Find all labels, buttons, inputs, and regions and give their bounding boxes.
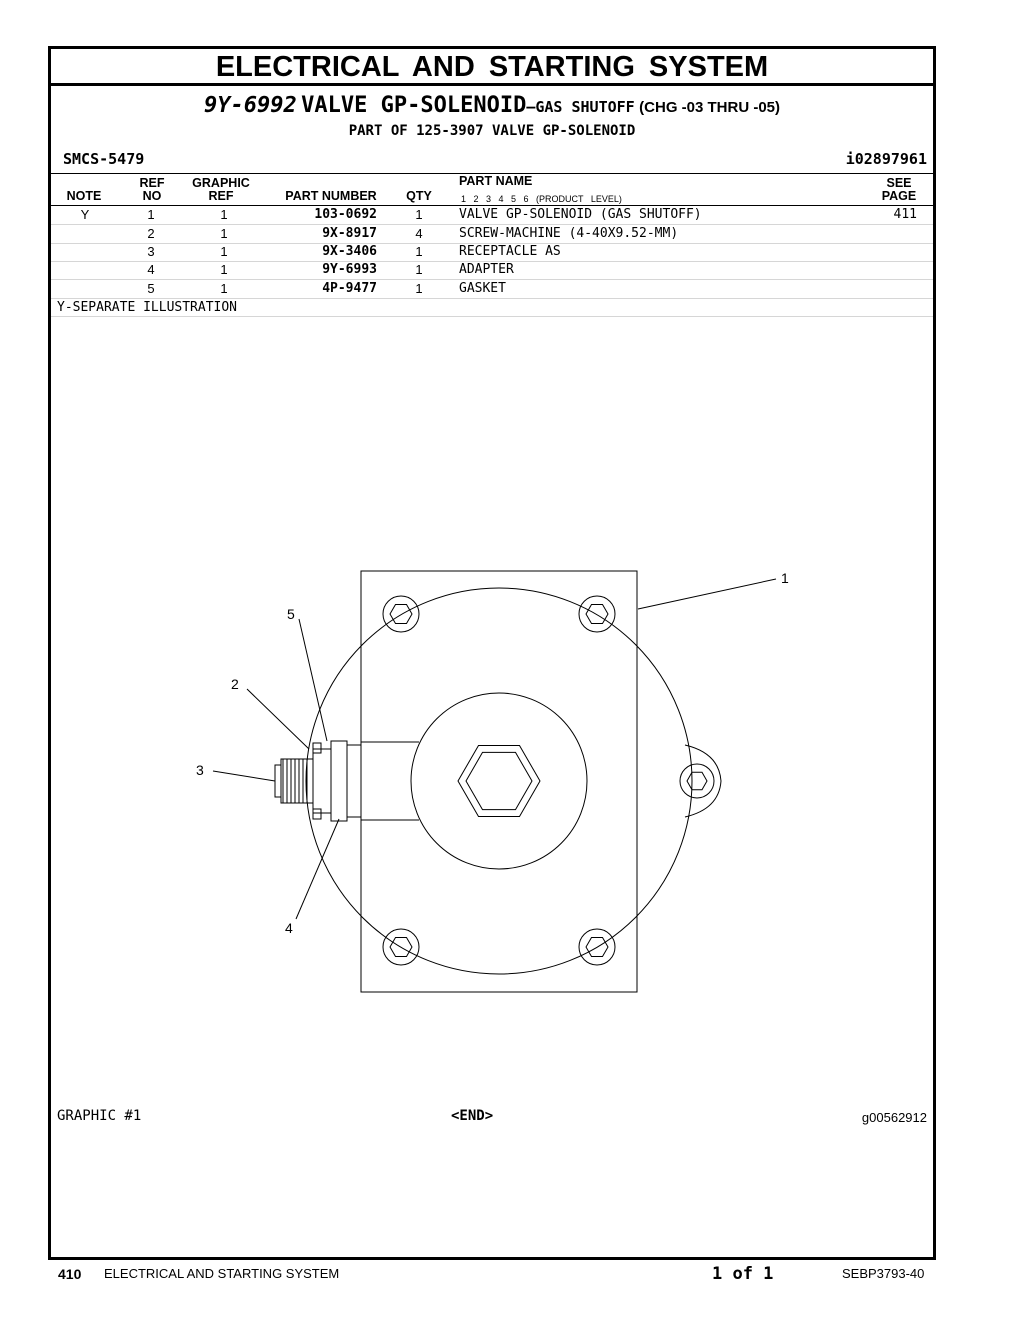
leader-line-5 [299,619,327,741]
callout-4: 4 [285,920,293,936]
center-nut [458,746,540,817]
leader-line-3 [213,771,275,781]
document-id: i02897961 [845,150,927,168]
screw-head [313,809,321,819]
valve-illustration [51,49,933,1257]
page-frame [48,46,936,1260]
row-graphic: 1 [220,281,228,296]
receptacle-pins [275,765,281,797]
screw-head [313,743,321,753]
row-qty: 1 [415,262,423,277]
corner-bolt-hex [390,605,412,624]
row-qty: 1 [415,244,423,259]
leader-line-1 [638,579,776,609]
row-part-name: SCREW-MACHINE (4-40X9.52-MM) [459,226,679,241]
col-header-part-name: PART NAME [459,174,533,188]
row-graphic: 1 [220,244,228,259]
adapter-flange [347,745,361,817]
adapter-housing [361,742,419,820]
side-bolt-boss [680,764,714,798]
corner-bolt-hex [586,605,608,624]
callout-1: 1 [781,570,789,586]
row-qty: 1 [415,281,423,296]
corner-bolt-boss [579,596,615,632]
row-ref: 1 [147,207,155,222]
col-header-note: NOTE [66,189,102,203]
corner-bolt-boss [383,596,419,632]
footer-doc-number: SEBP3793-40 [842,1266,925,1281]
graphic-id: g00562912 [861,1110,927,1125]
footer-page-of: 1 of 1 [712,1264,774,1284]
row-ref: 4 [147,262,155,277]
row-qty: 4 [415,226,423,241]
table-footnote: Y-SEPARATE ILLUSTRATION [57,300,238,315]
footer-page-number: 410 [58,1266,82,1282]
col-header-qty: QTY [406,189,432,203]
leader-line-4 [296,819,339,919]
group-part-number: 9Y-6992 [203,93,297,118]
footer-section: ELECTRICAL AND STARTING SYSTEM [104,1266,340,1281]
row-part-number: 9X-8917 [322,226,377,241]
group-part-name: VALVE GP-SOLENOID [301,93,527,118]
leader-line-2 [247,689,309,749]
product-level-scale: 1 2 3 4 5 6 (PRODUCT LEVEL) [461,194,622,204]
solenoid-coil [411,693,587,869]
valve-body-outline [306,588,692,974]
callout-2: 2 [231,676,239,692]
callout-5: 5 [287,606,295,622]
page-title: ELECTRICAL AND STARTING SYSTEM [51,49,933,86]
row-part-number: 4P-9477 [322,281,377,296]
row-part-name: RECEPTACLE AS [459,244,561,259]
row-ref: 3 [147,244,155,259]
callout-3: 3 [196,762,204,778]
row-graphic: 1 [220,226,228,241]
row-see-page: 411 [893,207,917,222]
group-part-suffix: —GAS SHUTOFF [526,98,635,116]
col-header-see-bottom: PAGE [881,189,917,203]
smcs-code: SMCS-5479 [63,150,145,168]
row-part-number: 9X-3406 [322,244,377,259]
change-range: (CHG -03 THRU -05) [639,99,781,116]
row-ref: 2 [147,226,155,241]
col-header-graphic-bottom: REF [208,189,234,203]
col-header-ref-bottom: NO [142,189,162,203]
row-graphic: 1 [220,262,228,277]
end-marker: <END> [451,1108,494,1124]
center-nut-inner [466,752,532,809]
receptacle-body [313,749,331,813]
row-part-number: 9Y-6993 [322,262,377,277]
row-part-name: ADAPTER [459,262,514,277]
row-qty: 1 [415,207,423,222]
row-part-name: VALVE GP-SOLENOID (GAS SHUTOFF) [459,207,702,222]
receptacle-shell [281,759,313,803]
side-bolt-hex [687,772,707,789]
row-part-name: GASKET [459,281,506,296]
gasket [331,741,347,821]
col-header-ref-top: REF [139,176,165,190]
row-note: Y [80,207,90,222]
graphic-label: GRAPHIC #1 [57,1108,142,1124]
col-header-see-top: SEE [886,176,912,190]
row-part-number: 103-0692 [314,207,377,222]
col-header-part-number: PART NUMBER [285,189,377,203]
row-graphic: 1 [220,207,228,222]
row-ref: 5 [147,281,155,296]
col-header-graphic-top: GRAPHIC [192,176,250,190]
part-of-line: PART OF 125-3907 VALVE GP-SOLENOID [348,123,636,139]
